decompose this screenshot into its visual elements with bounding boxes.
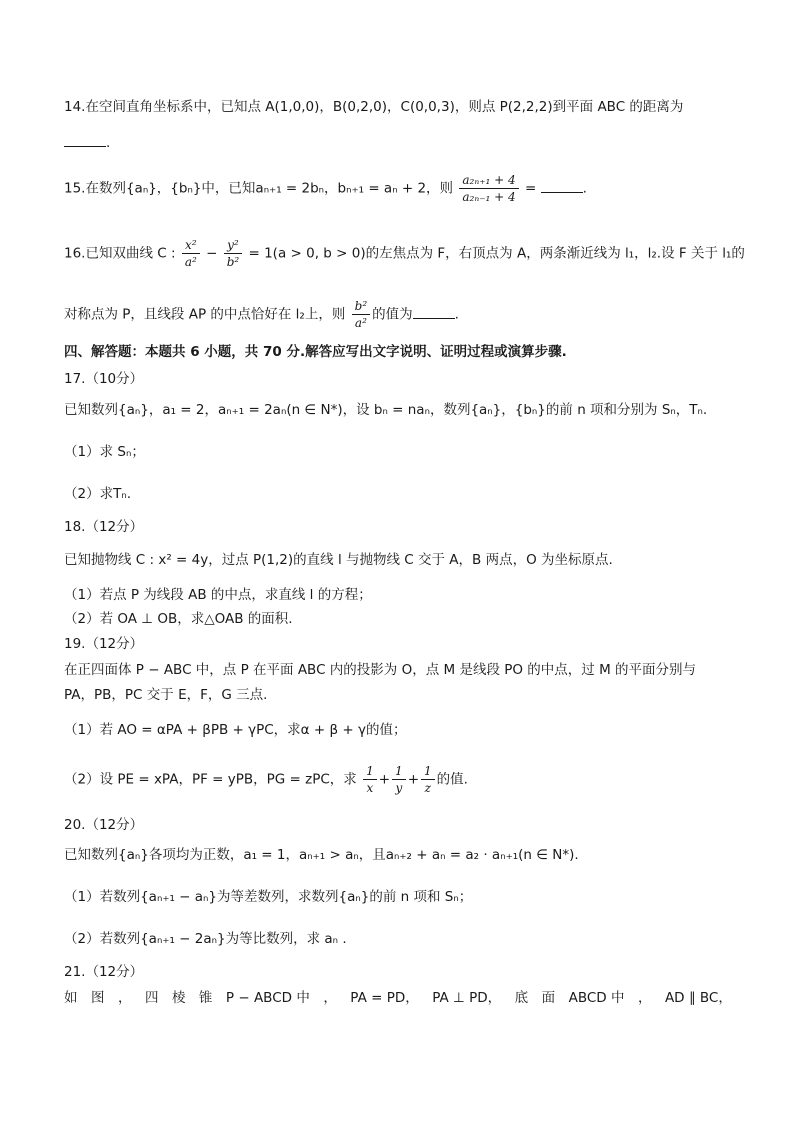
fraction-denominator: y (395, 781, 403, 795)
fraction-numerator: a₂ₙ₊₁ + 4 (459, 172, 518, 189)
stem-token: 面 (541, 990, 556, 1006)
fraction-denominator: a² (354, 316, 367, 330)
answer-blank-14[interactable] (64, 132, 106, 147)
question-16-line2 (64, 298, 459, 331)
stem-token: ， (117, 990, 132, 1006)
fraction-numerator: b² (352, 298, 371, 315)
question-16-text-cont: = 1(a > 0, b > 0)的左焦点为 F，右顶点为 A，两条渐近线为 l₁，l₂.设 F 关于 l₁的 (244, 245, 745, 262)
stem-token: ， (323, 990, 337, 1006)
question-14-text: 14.在空间直角坐标系中，已知点 A(1,0,0)，B(0,2,0)，C(0,0,3)，则点 P(2,2,2)到平面 ABC 的距离为 (64, 99, 684, 115)
stem-token: P − ABCD 中 (225, 990, 310, 1006)
minus-sign: − (201, 245, 222, 262)
stem-token: 四 (144, 990, 159, 1006)
fraction-numerator: 1 (363, 763, 377, 780)
period: . (582, 180, 587, 197)
question-18-stem: 已知抛物线 C : x² = 4y，过点 P(1,2)的直线 l 与抛物线 C 交于 A，B 两点，O 为坐标原点. (64, 552, 613, 568)
question-19-head: 19.（12分） (64, 636, 144, 652)
fraction-denominator: a² (184, 255, 197, 269)
answer-blank-16[interactable] (413, 304, 455, 319)
plus-sign: + (407, 771, 419, 788)
stem-token: PA = PD， (350, 990, 419, 1006)
question-14-answer-line (64, 132, 110, 153)
period: . (106, 135, 111, 151)
question-19-stem-2: PA，PB，PC 交于 E，F，G 三点. (64, 687, 268, 703)
question-16 (64, 237, 745, 270)
question-16-text: 16.已知双曲线 C : (64, 245, 176, 262)
question-19-part2-suffix: 的值. (436, 771, 468, 788)
fraction-1-z (421, 763, 435, 796)
question-21-stem (64, 988, 732, 1008)
section-heading: 四、解答题：本题共 6 小题，共 70 分.解答应写出文字说明、证明过程或演算步骤. (64, 344, 567, 360)
fraction-denominator: b² (226, 255, 240, 269)
question-20-part2: （2）若数列{aₙ₊₁ − 2aₙ}为等比数列，求 aₙ . (64, 931, 347, 947)
question-18-part1: （1）若点 P 为线段 AB 的中点，求直线 l 的方程； (64, 587, 372, 603)
fraction-numerator: 1 (392, 763, 406, 780)
stem-token: 底 (514, 990, 529, 1006)
fraction-denominator: z (424, 781, 431, 795)
period: . (454, 306, 459, 323)
question-19-part2 (64, 763, 468, 796)
question-14 (64, 97, 683, 117)
fraction-a2n (459, 172, 518, 205)
stem-token: 如 (64, 990, 78, 1006)
question-19-part2-text: （2）设 PE = xPA，PF = yPB，PG = zPC，求 (64, 771, 357, 788)
equals-sign: = (524, 180, 541, 197)
question-17-head: 17.（10分） (64, 371, 144, 387)
question-18-head: 18.（12分） (64, 519, 144, 535)
question-18-part2: （2）若 OA ⊥ OB，求△OAB 的面积. (64, 611, 293, 627)
question-17-part2: （2）求Tₙ. (64, 486, 132, 502)
question-19-part1: （1）若 AO = αPA + βPB + γPC，求α + β + γ的值； (64, 722, 407, 738)
question-21-head: 21.（12分） (64, 964, 144, 980)
fraction-1-y (392, 763, 406, 796)
plus-sign: + (378, 771, 391, 788)
answer-blank-15[interactable] (541, 178, 583, 193)
fraction-numerator: 1 (421, 763, 435, 780)
stem-token: ， (637, 990, 652, 1006)
stem-token: ABCD 中 (568, 990, 625, 1006)
fraction-b2-a2 (352, 298, 371, 331)
question-17-part1: （1）求 Sₙ； (64, 444, 145, 460)
question-15 (64, 172, 587, 205)
question-20-head: 20.（12分） (64, 817, 144, 833)
fraction-denominator: a₂ₙ₋₁ + 4 (462, 190, 516, 204)
stem-token: 锥 (198, 990, 213, 1006)
question-20-part1: （1）若数列{aₙ₊₁ − aₙ}为等差数列，求数列{aₙ}的前 n 项和 Sₙ； (64, 889, 473, 905)
question-16-text-line2: 对称点为 P，且线段 AP 的中点恰好在 l₂上，则 (64, 306, 346, 323)
question-16-suffix: 的值为 (372, 306, 413, 323)
stem-token: 棱 (171, 990, 186, 1006)
question-19-stem-1: 在正四面体 P − ABC 中，点 P 在平面 ABC 内的投影为 O，点 M 是线段 PO 的中点，过 M 的平面分别与 (64, 662, 697, 678)
question-17-stem: 已知数列{aₙ}，a₁ = 2，aₙ₊₁ = 2aₙ(n ∈ N*)，设 bₙ = naₙ，数列{aₙ}，{bₙ}的前 n 项和分别为 Sₙ，Tₙ. (64, 402, 708, 418)
fraction-numerator: y² (224, 237, 243, 254)
stem-token: 图 (90, 990, 105, 1006)
stem-token: PA ⊥ PD， (432, 990, 502, 1006)
fraction-x2-a2 (182, 237, 200, 270)
fraction-y2-b2 (224, 237, 243, 270)
stem-token: AD ∥ BC， (664, 990, 732, 1006)
fraction-1-x (363, 763, 377, 796)
fraction-denominator: x (366, 781, 374, 795)
fraction-numerator: x² (182, 237, 200, 254)
question-20-stem: 已知数列{aₙ}各项均为正数，a₁ = 1，aₙ₊₁ > aₙ，且aₙ₊₂ + aₙ = a₂ · aₙ₊₁(n ∈ N*). (64, 847, 579, 863)
question-15-text: 15.在数列{aₙ}，{bₙ}中，已知aₙ₊₁ = 2bₙ，bₙ₊₁ = aₙ + 2，则 (64, 180, 454, 197)
